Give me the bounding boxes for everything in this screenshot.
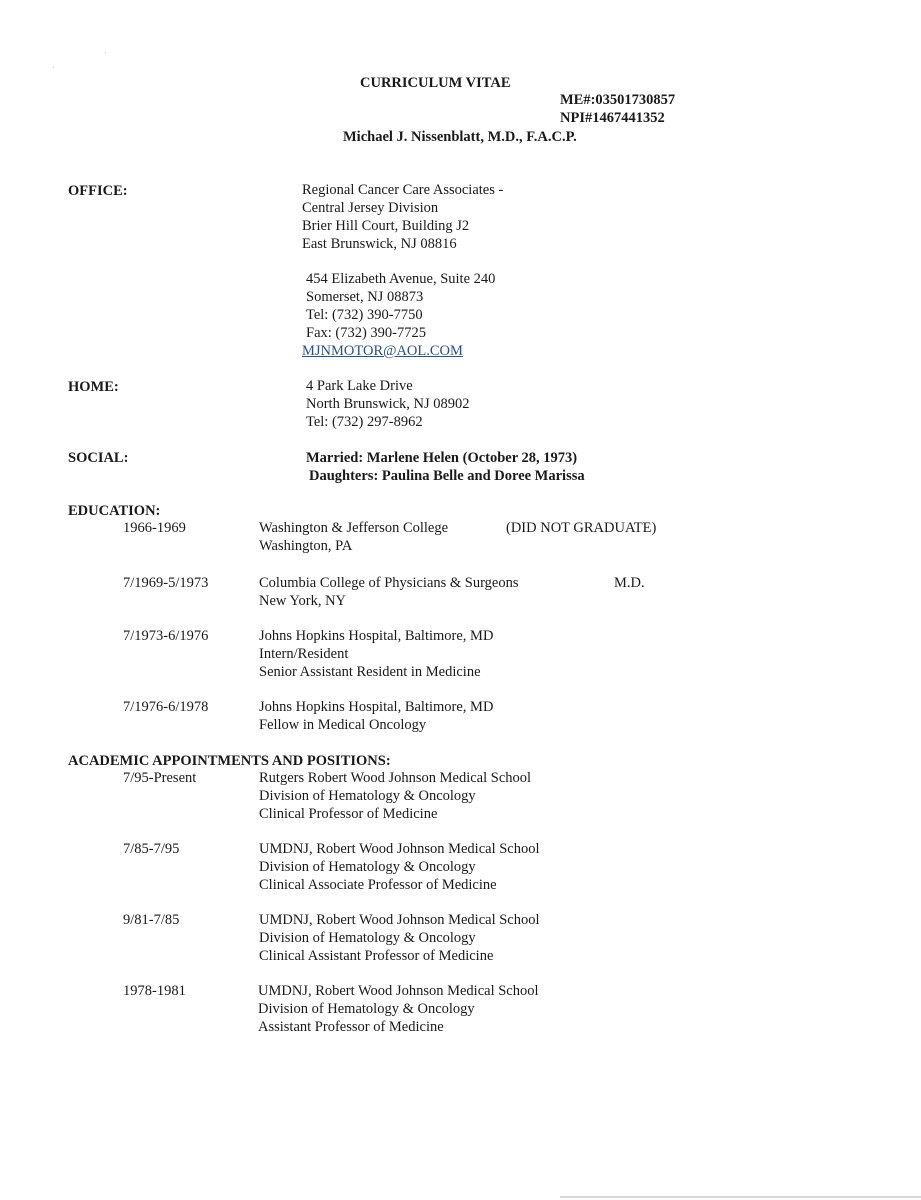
npi-number: NPI#1467441352 — [560, 110, 665, 126]
address-line: 454 Elizabeth Avenue, Suite 240 — [306, 271, 496, 287]
institution: Johns Hopkins Hospital, Baltimore, MD — [259, 628, 494, 644]
institution: UMDNJ, Robert Wood Johnson Medical School — [259, 912, 540, 928]
document-title: CURRICULUM VITAE — [360, 75, 511, 91]
address-line: North Brunswick, NJ 08902 — [306, 396, 470, 412]
scan-edge-line — [560, 1196, 921, 1198]
degree: M.D. — [614, 575, 645, 591]
education-entry — [259, 574, 519, 610]
appointment-date: 9/81-7/85 — [123, 912, 180, 928]
appointments-heading: ACADEMIC APPOINTMENTS AND POSITIONS: — [68, 753, 391, 769]
appointment-date: 7/85-7/95 — [123, 841, 180, 857]
scan-speck: · — [52, 62, 55, 72]
scan-speck: · — [104, 48, 107, 58]
education-date: 7/1973-6/1976 — [123, 628, 209, 644]
location: Washington, PA — [259, 538, 353, 554]
appointment-entry — [259, 769, 531, 823]
appointment-date: 1978-1981 — [123, 983, 186, 999]
institution: UMDNJ, Robert Wood Johnson Medical School — [258, 983, 539, 999]
telephone-line: Tel: (732) 297-8962 — [306, 414, 423, 430]
division: Division of Hematology & Oncology — [258, 1001, 475, 1017]
home-address — [306, 377, 470, 431]
address-line: Somerset, NJ 08873 — [306, 289, 424, 305]
telephone-line: Tel: (732) 390-7750 — [306, 307, 423, 323]
institution: Rutgers Robert Wood Johnson Medical School — [259, 770, 532, 786]
education-heading: EDUCATION: — [68, 503, 161, 519]
location: New York, NY — [259, 593, 347, 609]
position: Fellow in Medical Oncology — [259, 717, 427, 733]
social-label: SOCIAL: — [68, 450, 129, 466]
position: Senior Assistant Resident in Medicine — [259, 664, 481, 680]
office-label: OFFICE: — [68, 183, 128, 199]
daughters: Daughters: Paulina Belle and Doree Marissa — [309, 468, 585, 484]
institution: UMDNJ, Robert Wood Johnson Medical School — [259, 841, 540, 857]
office-address-secondary — [306, 270, 495, 342]
institution: Washington & Jefferson College — [259, 520, 449, 536]
education-note: (DID NOT GRADUATE) — [506, 520, 657, 536]
address-line: Regional Cancer Care Associates - — [302, 182, 504, 198]
appointment-entry — [258, 982, 539, 1036]
division: Division of Hematology & Oncology — [259, 859, 476, 875]
address-line: Brier Hill Court, Building J2 — [302, 218, 470, 234]
email-link[interactable]: MJNMOTOR@AOL.COM — [302, 343, 463, 359]
position: Clinical Associate Professor of Medicine — [259, 877, 497, 893]
address-line: East Brunswick, NJ 08816 — [302, 236, 457, 252]
institution: Columbia College of Physicians & Surgeons — [259, 575, 519, 591]
office-address-primary — [302, 181, 503, 253]
position: Clinical Assistant Professor of Medicine — [259, 948, 494, 964]
marital-status: Married: Marlene Helen (October 28, 1973) — [306, 450, 578, 466]
division: Division of Hematology & Oncology — [259, 788, 476, 804]
appointment-entry — [259, 911, 540, 965]
appointment-entry — [259, 840, 540, 894]
education-entry — [259, 698, 493, 734]
home-label: HOME: — [68, 379, 119, 395]
education-entry — [259, 519, 448, 555]
appointment-date: 7/95-Present — [123, 770, 197, 786]
position: Clinical Professor of Medicine — [259, 806, 438, 822]
education-date: 7/1969-5/1973 — [123, 575, 209, 591]
address-line: 4 Park Lake Drive — [306, 378, 413, 394]
education-entry — [259, 627, 493, 681]
fax-line: Fax: (732) 390-7725 — [306, 325, 427, 341]
me-number: ME#:03501730857 — [560, 92, 676, 108]
physician-name: Michael J. Nissenblatt, M.D., F.A.C.P. — [343, 129, 577, 145]
address-line: Central Jersey Division — [302, 200, 439, 216]
division: Division of Hematology & Oncology — [259, 930, 476, 946]
institution: Johns Hopkins Hospital, Baltimore, MD — [259, 699, 494, 715]
position: Intern/Resident — [259, 646, 349, 662]
education-date: 7/1976-6/1978 — [123, 699, 209, 715]
education-date: 1966-1969 — [123, 520, 186, 536]
position: Assistant Professor of Medicine — [258, 1019, 444, 1035]
